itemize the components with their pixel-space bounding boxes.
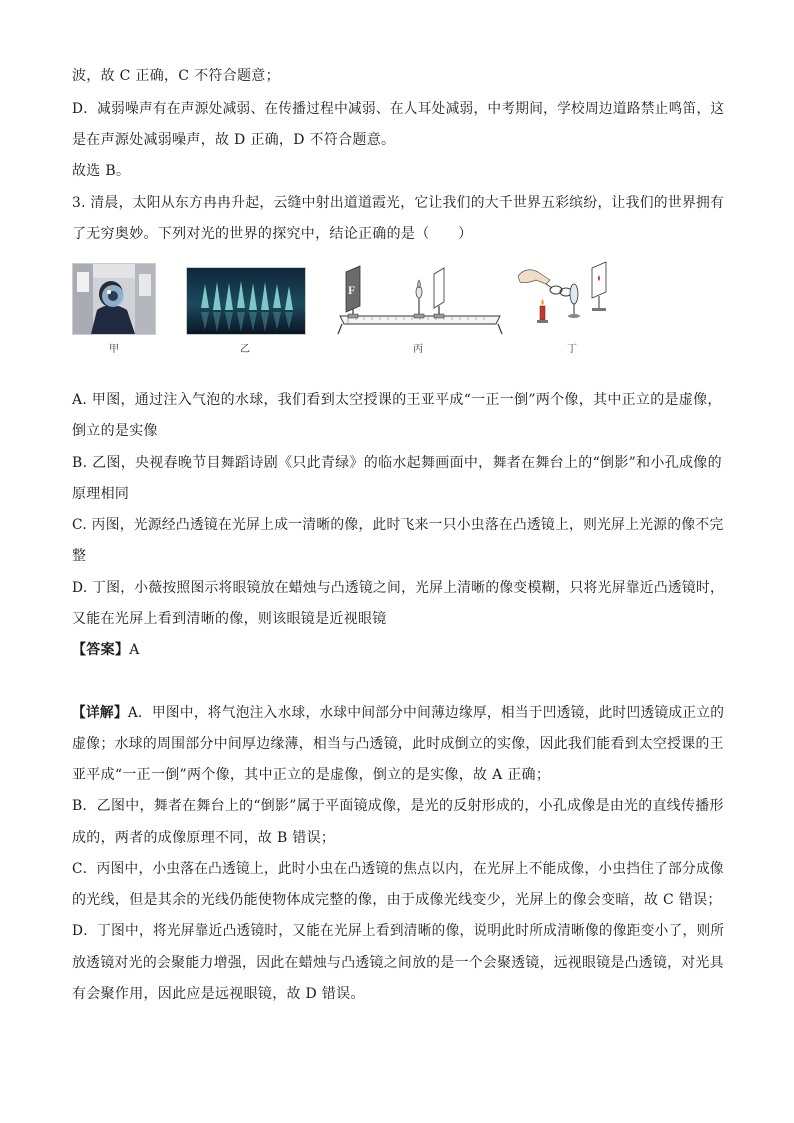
detail-line: 有会聚作用，因此应是远视眼镜，故 D 错误。 xyxy=(72,986,365,1002)
text-line: D．减弱噪声有在声源处减弱、在传播过程中减弱、在人耳处减弱，中考期间，学校周边道路禁止鸣笛，这 xyxy=(72,101,725,117)
detail-line: 亚平成“一正一倒”两个像，其中正立的是虚像，倒立的是实像，故 A 正确； xyxy=(72,767,551,783)
figure-ding-glasses-setup xyxy=(516,258,616,330)
figure-yi-photo xyxy=(186,267,306,335)
answer-tag: 【答案】 xyxy=(72,642,130,658)
option-c-line: C. 丙图，光源经凸透镜在光屏上成一清晰的像，此时飞来一只小虫落在凸透镜上，则光屏上光源的像不完 xyxy=(72,517,724,533)
figure-caption-ding: 丁 xyxy=(567,344,577,355)
detail-text: A．甲图中，将气泡注入水球，水球中间部分中间薄边缘厚，相当于凹透镜，此时凹透镜成正立的 xyxy=(127,705,725,721)
dance-stage-image xyxy=(187,268,305,334)
glasses-candle-lens-diagram xyxy=(516,258,616,330)
screen-letter-f: F xyxy=(348,283,356,297)
optical-bench-diagram xyxy=(334,262,506,336)
option-c-line: 整 xyxy=(72,548,87,564)
detail-line xyxy=(72,703,724,723)
detail-line: B．乙图中，舞者在舞台上的“倒影”属于平面镜成像，是光的反射形成的，小孔成像是由光的直线传播形 xyxy=(72,798,724,814)
detail-tag: 【详解】 xyxy=(72,705,128,721)
detail-line: D．丁图中，将光屏靠近凸透镜时，又能在光屏上看到清晰的像，说明此时所成清晰像的像距变小了，则所 xyxy=(72,923,725,939)
text-line: 波，故 C 正确，C 不符合题意； xyxy=(72,68,280,84)
figure-bing-optical-bench xyxy=(334,262,506,336)
option-b-line: B. 乙图，央视春晚节目舞蹈诗剧《只此青绿》的临水起舞画面中，舞者在舞台上的“倒影”和小孔成像的 xyxy=(72,455,722,471)
option-b-line: 原理相同 xyxy=(72,486,130,502)
question-line: 3. 清晨，太阳从东方冉冉升起，云缝中射出道道霞光，它让我们的大千世界五彩缤纷，让我们的世界拥有 xyxy=(72,195,725,211)
answer-line xyxy=(72,640,140,660)
option-d-line: 又能在光屏上看到清晰的像，则该眼镜是近视眼镜 xyxy=(72,611,387,627)
astronaut-water-ball-image xyxy=(73,264,155,334)
detail-line: C．丙图中，小虫落在凸透镜上，此时小虫在凸透镜的焦点以内，在光屏上不能成像，小虫挡住了部分成像 xyxy=(72,861,724,877)
figure-jia-photo xyxy=(72,263,156,335)
text-line: 故选 B。 xyxy=(72,163,131,179)
figure-caption-yi: 乙 xyxy=(240,344,250,355)
detail-line: 放透镜对光的会聚能力增强，因此在蜡烛与凸透镜之间放的是一个会聚透镜，远视眼镜是凸透镜，对光具 xyxy=(72,955,724,971)
detail-line: 成的，两者的成像原理不同，故 B 错误； xyxy=(72,830,336,846)
figure-caption-bing: 丙 xyxy=(413,344,423,355)
option-d-line: D. 丁图，小薇按照图示将眼镜放在蜡烛与凸透镜之间，光屏上清晰的像变模糊，只将光屏靠近凸透镜时， xyxy=(72,580,725,596)
answer-value: A xyxy=(129,642,140,658)
question-line: 了无穷奥妙。下列对光的世界的探究中，结论正确的是（ ） xyxy=(72,226,473,242)
detail-line: 虚像；水球的周围部分中间厚边缘薄，相当与凸透镜，此时成倒立的实像，因此我们能看到太空授课的王 xyxy=(72,736,724,752)
detail-line: 的光线，但是其余的光线仍能使物体成完整的像，由于成像光线变少，光屏上的像会变暗，故 C 错误； xyxy=(72,892,722,908)
figure-caption-jia: 甲 xyxy=(109,344,119,355)
option-a-line: 倒立的是实像 xyxy=(72,423,158,439)
option-a-line: A. 甲图，通过注入气泡的水球，我们看到太空授课的王亚平成“一正一倒”两个像，其中正立的是虚像， xyxy=(72,392,722,408)
text-line: 是在声源处减弱噪声，故 D 正确，D 不符合题意。 xyxy=(72,132,396,148)
